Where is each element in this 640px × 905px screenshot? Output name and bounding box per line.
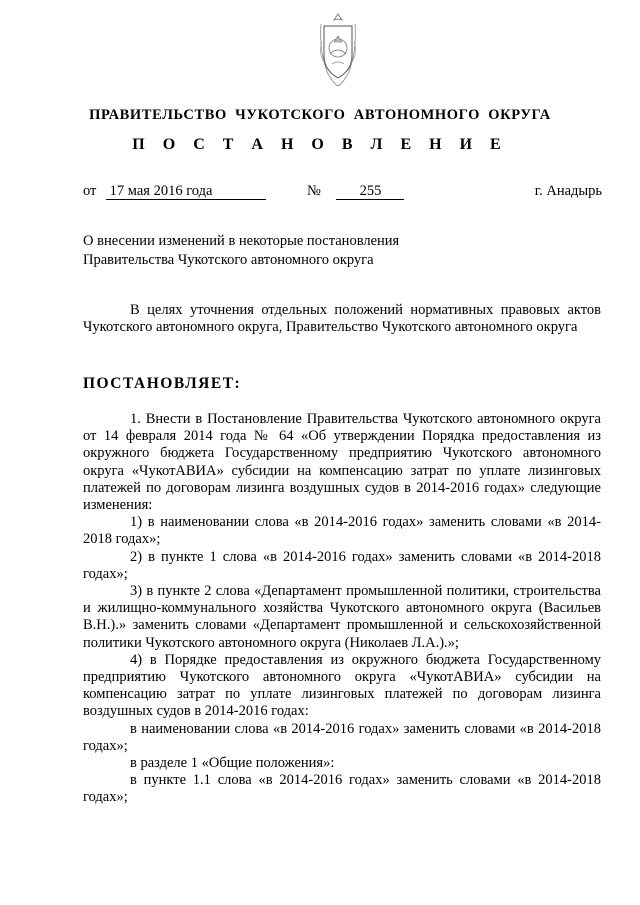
resolves-heading: ПОСТАНОВЛЯЕТ: [83, 375, 242, 392]
preamble [83, 302, 601, 336]
city: г. Анадырь [534, 183, 602, 199]
date-label: от [83, 183, 97, 199]
paragraph: 1) в наименовании слова «в 2014-2016 годах» заменить словами «в 2014-2018 годах»; [83, 514, 601, 548]
paragraph: в наименовании слова «в 2014-2016 годах» заменить словами «в 2014-2018 годах»; [83, 720, 601, 754]
number-value: 255 [336, 184, 404, 200]
paragraph: в разделе 1 «Общие положения»: [130, 755, 335, 772]
subject-line: Правительства Чукотского автономного округа [83, 252, 374, 268]
paragraph: 3) в пункте 2 слова «Департамент промышленной политики, строительства и жилищно-коммунального хозяйства Чукотского автономного округа (Васильев В.Н.).» заменить словами «Департамент промышленной и сельскохозяйственной политики Чукотского автономного округа (Николаев Л.А.).»; [83, 583, 601, 651]
number-field [307, 183, 404, 200]
paragraph: в пункте 1.1 слова «в 2014-2016 годах» заменить словами «в 2014-2018 годах»; [83, 772, 601, 806]
body-text [83, 411, 601, 807]
number-label: № [307, 183, 321, 199]
date-value: 17 мая 2016 года [106, 184, 266, 200]
subject-line: О внесении изменений в некоторые постановления [83, 233, 400, 249]
preamble-text: В целях уточнения отдельных положений нормативных правовых актов Чукотского автономного округа, Правительство Чукотского автономного округа [83, 302, 601, 336]
paragraph: 2) в пункте 1 слова «в 2014-2016 годах» заменить словами «в 2014-2018 годах»; [83, 548, 601, 582]
document-kind: П О С Т А Н О В Л Е Н И Е [132, 136, 508, 153]
date-field [83, 183, 266, 200]
government-name: ПРАВИТЕЛЬСТВО ЧУКОТСКОГО АВТОНОМНОГО ОКРУГА [89, 107, 551, 123]
paragraph: 1. Внести в Постановление Правительства Чукотского автономного округа от 14 февраля 2014 года № 64 «Об утверждении Порядка предоставления из окружного бюджета Государственному предприятию Чукотского автономного округа «ЧукотАВИА» субсидии на компенсацию затрат по уплате лизинговых платежей по договорам лизинга воздушных судов в 2014-2016 годах» следующие изменения: [83, 411, 601, 514]
paragraph: 4) в Порядке предоставления из окружного бюджета Государственному предприятию Чукотского автономного округа «ЧукотАВИА» субсидии на компенсацию затрат по уплате лизинговых платежей по договорам лизинга воздушных судов в 2014-2016 годах: [83, 651, 601, 720]
coat-of-arms-icon [316, 12, 360, 90]
subject-heading [83, 232, 399, 270]
